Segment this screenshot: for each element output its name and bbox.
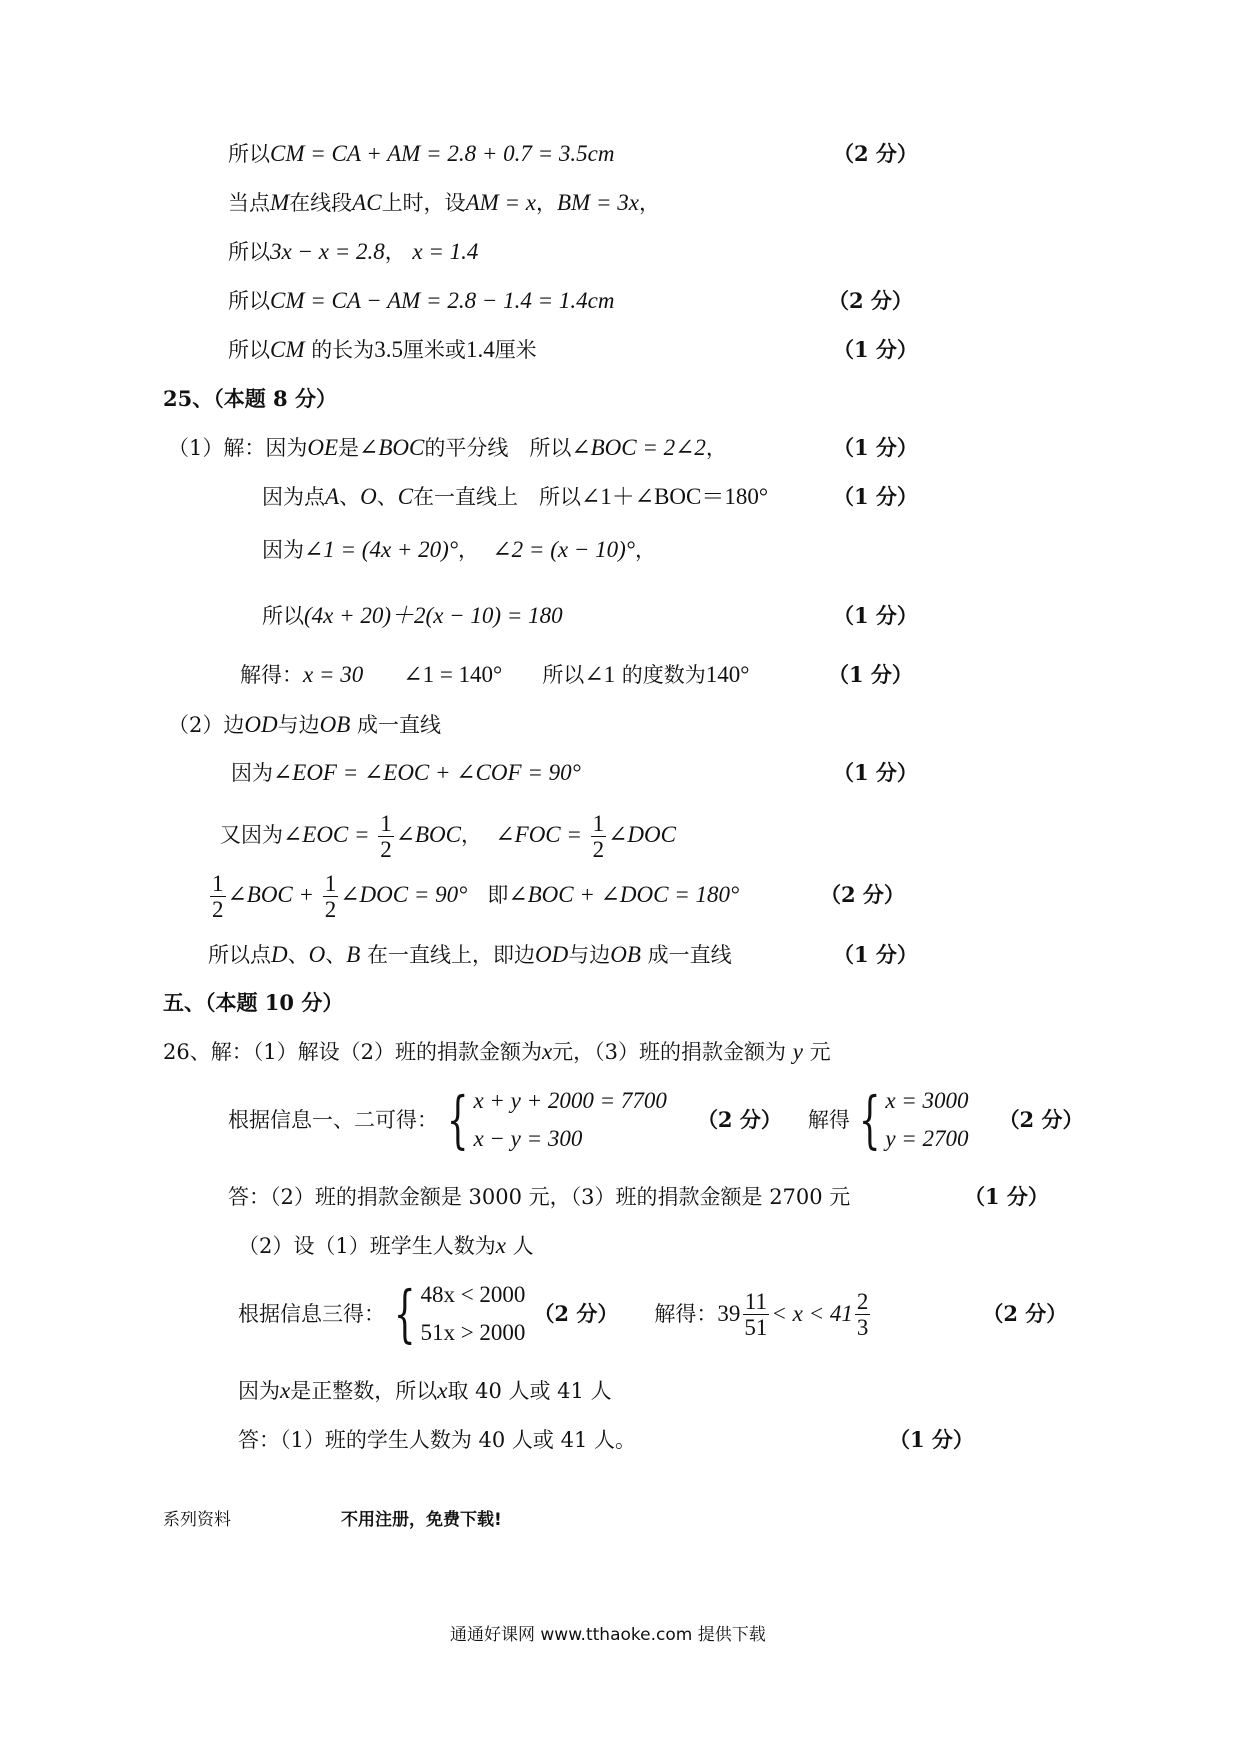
fraction <box>742 1289 769 1340</box>
text: （2）边 <box>168 713 245 737</box>
score: （1 分） <box>828 662 913 687</box>
text: 在一直线上 所以 <box>413 485 582 509</box>
text: ， <box>384 240 406 264</box>
math: ∠2 = (x − 10)° <box>492 537 635 562</box>
text: 人 <box>512 1234 534 1258</box>
text: 是 <box>338 436 360 460</box>
brace-icon: { <box>393 1277 416 1350</box>
score: （2 分） <box>820 882 905 907</box>
text: 的度数为 <box>621 663 706 687</box>
text: 厘米 <box>494 338 537 362</box>
text: （1）解：因为 <box>168 436 308 460</box>
text: 成一直线 <box>356 713 441 737</box>
math: AM = x <box>465 190 536 215</box>
text: 26、解：（1）解设（2）班的捐款金额为 <box>163 1040 542 1064</box>
score: （1 分） <box>889 1427 974 1452</box>
math: 140° <box>705 662 750 687</box>
inequality: 48x < 2000 <box>420 1282 526 1307</box>
numerator: 2 <box>856 1288 869 1314</box>
line-system-1 <box>228 1080 1084 1160</box>
math: x <box>280 1378 291 1403</box>
text: 元，（3）班的捐款金额为 <box>552 1040 787 1064</box>
denominator: 51 <box>744 1314 768 1340</box>
math: OB <box>319 712 351 737</box>
text: 又因为 <box>220 823 283 847</box>
text: 取 40 人或 41 人 <box>447 1379 612 1403</box>
denominator: 2 <box>212 897 224 922</box>
text: 所以 <box>228 289 270 313</box>
math: AC <box>352 190 382 215</box>
line-solution-angle <box>240 660 749 690</box>
math: x <box>437 1378 448 1403</box>
score: （1 分） <box>833 603 918 628</box>
text: 解得： <box>240 663 303 687</box>
text: 、 <box>287 943 309 967</box>
math: ∠BOC + ∠DOC = 180° <box>508 882 740 907</box>
math: 3.5 <box>374 337 403 362</box>
text: ， <box>458 538 480 562</box>
equation: y = 2700 <box>885 1126 969 1151</box>
math: ∠DOC <box>608 822 676 847</box>
text: 根据信息三得： <box>238 1302 385 1326</box>
line-eof <box>231 758 581 788</box>
text: 因为 <box>231 761 273 785</box>
math: M <box>270 190 290 215</box>
text: ， <box>705 436 727 460</box>
math: CM = CA + AM = 2.8 + 0.7 = 3.5cm <box>270 141 615 166</box>
denominator: 2 <box>380 837 392 862</box>
text: 的长为 <box>311 338 375 362</box>
text: 是正整数，所以 <box>290 1379 438 1403</box>
math: OE <box>307 435 339 460</box>
math: D <box>271 942 288 967</box>
brace-icon: { <box>858 1083 881 1156</box>
text: 因为 <box>262 538 304 562</box>
text: 因为点 <box>262 485 325 509</box>
text: 根据信息一、二可得： <box>228 1108 438 1132</box>
numerator: 1 <box>592 811 605 836</box>
fraction-half <box>323 871 339 922</box>
math: ∠EOC = <box>283 822 370 847</box>
line-equation <box>262 601 563 631</box>
math: A <box>325 484 340 509</box>
text: 上时，设 <box>381 191 466 215</box>
math: ∠BOC <box>395 822 462 847</box>
score: （1 分） <box>833 337 918 362</box>
math: ∠BOC + <box>227 882 315 907</box>
line-part2 <box>168 710 441 740</box>
fraction <box>855 1289 871 1340</box>
math: O <box>308 942 326 967</box>
math: ∠1 <box>584 662 616 687</box>
text: 的平分线 所以 <box>424 436 572 460</box>
score: （1 分） <box>964 1184 1049 1209</box>
score: （2 分） <box>998 1107 1084 1132</box>
denominator: 2 <box>592 837 605 862</box>
fraction-half <box>591 811 607 862</box>
math: ∠FOC = <box>495 822 582 847</box>
text: 解得： <box>654 1302 718 1326</box>
score: （2 分） <box>833 141 918 166</box>
text: 、 <box>339 485 361 509</box>
math: 1.4 <box>465 337 495 362</box>
score: （1 分） <box>833 942 918 967</box>
math: < x < 41 <box>771 1301 853 1326</box>
score: （1 分） <box>833 760 918 785</box>
math: ∠DOC = 90° <box>340 882 468 907</box>
math: x = 30 <box>303 662 364 687</box>
math: 39 <box>717 1301 741 1326</box>
denominator: 3 <box>856 1314 869 1340</box>
denominator: 2 <box>324 897 337 922</box>
text: 与边 <box>277 713 320 737</box>
math: ∠BOC <box>359 435 425 460</box>
line-cm-answer <box>228 335 537 365</box>
math: OB <box>610 942 641 967</box>
math: BM = 3x <box>557 190 639 215</box>
line-collinear <box>262 482 768 512</box>
numerator: 1 <box>324 871 337 896</box>
line-conclusion <box>208 940 732 970</box>
text: 与边 <box>568 943 611 967</box>
math: B <box>346 942 361 967</box>
score: （2 分） <box>828 288 913 313</box>
score: （2 分） <box>982 1301 1068 1326</box>
text: （2）设（1）班学生人数为 <box>238 1234 496 1258</box>
math: C <box>397 484 414 509</box>
section-heading-25: 25、（本题 8 分） <box>163 386 337 411</box>
math: ∠1＋∠BOC＝180° <box>581 484 769 509</box>
math: OD <box>535 942 569 967</box>
line-answer-1: 答：（2）班的捐款金额是 3000 元，（3）班的捐款金额是 2700 元 <box>228 1185 851 1209</box>
fraction-half <box>378 811 394 862</box>
math: x = 1.4 <box>412 239 479 264</box>
line-cm-sum <box>228 139 614 169</box>
math: x <box>541 1039 553 1064</box>
equation-system <box>438 1082 667 1158</box>
math: 3x − x = 2.8 <box>270 239 385 264</box>
score: （1 分） <box>833 484 918 509</box>
math: CM <box>270 337 305 362</box>
numerator: 1 <box>380 811 392 836</box>
line-point-m <box>228 188 660 218</box>
math: ∠1 = (4x + 20)° <box>304 537 459 562</box>
math: O <box>360 484 377 509</box>
score: （1 分） <box>833 435 918 460</box>
text: 在线段 <box>289 191 353 215</box>
equation: x − y = 300 <box>473 1126 583 1151</box>
line-inequality-system <box>238 1274 1067 1354</box>
line-half-angles <box>220 808 676 862</box>
footer-series: 系列资料 <box>163 1510 231 1530</box>
line-angle-defs <box>262 535 656 565</box>
numerator: 11 <box>744 1288 767 1314</box>
footer-free-download: 不用注册，免费下载! <box>341 1510 502 1530</box>
equation: x + y + 2000 = 7700 <box>473 1088 667 1113</box>
line-solve-x <box>228 237 478 267</box>
math: ∠EOF = ∠EOC + ∠COF = 90° <box>273 760 581 785</box>
math: CM = CA − AM = 2.8 − 1.4 = 1.4cm <box>270 288 615 313</box>
fraction-half <box>210 871 226 922</box>
equation: x = 3000 <box>885 1088 969 1113</box>
text: 成一直线 <box>647 943 732 967</box>
text: 、 <box>376 485 398 509</box>
footer-site: 通通好课网 www.tthaoke.com 提供下载 <box>450 1625 766 1645</box>
text: 所以 <box>228 240 270 264</box>
math: ∠1 = 140° <box>403 662 503 687</box>
text: ， <box>638 191 660 215</box>
line-part2-setup <box>238 1231 534 1261</box>
text: ， <box>634 538 656 562</box>
text: ， <box>461 823 483 847</box>
inequality: 51x > 2000 <box>420 1320 526 1345</box>
text: 解得 <box>807 1108 850 1132</box>
line-answer-2: 答：（1）班的学生人数为 40 人或 41 人。 <box>238 1428 637 1452</box>
text: 所以 <box>228 338 270 362</box>
text: 当点 <box>228 191 270 215</box>
text: 在一直线上，即边 <box>367 943 535 967</box>
inequality-system <box>385 1276 525 1352</box>
line-sum-angles <box>208 868 739 922</box>
text: 因为 <box>238 1379 280 1403</box>
text: 、 <box>325 943 347 967</box>
line-integer <box>238 1376 612 1406</box>
numerator: 1 <box>212 871 224 896</box>
solution-system <box>850 1082 969 1158</box>
math: (4x + 20)＋2(x − 10) = 180 <box>304 603 563 628</box>
text: ， <box>536 191 557 215</box>
text: 厘米或 <box>402 338 466 362</box>
line-bisector <box>168 433 727 463</box>
text: 即 <box>487 883 509 907</box>
text: 所以 <box>262 604 304 628</box>
math: OD <box>244 712 278 737</box>
line-q26-setup <box>163 1037 831 1067</box>
math: x <box>495 1233 506 1258</box>
line-cm-diff <box>228 286 614 316</box>
math: ∠BOC = 2∠2 <box>571 435 706 460</box>
text: 所以 <box>542 663 585 687</box>
score: （2 分） <box>696 1107 782 1132</box>
section-heading-5: 五、（本题 10 分） <box>163 990 344 1015</box>
score: （2 分） <box>533 1301 619 1326</box>
text: 元 <box>809 1040 831 1064</box>
brace-icon: { <box>446 1083 469 1156</box>
text: 所以点 <box>208 943 271 967</box>
math: y <box>792 1039 803 1064</box>
text: 所以 <box>228 142 270 166</box>
